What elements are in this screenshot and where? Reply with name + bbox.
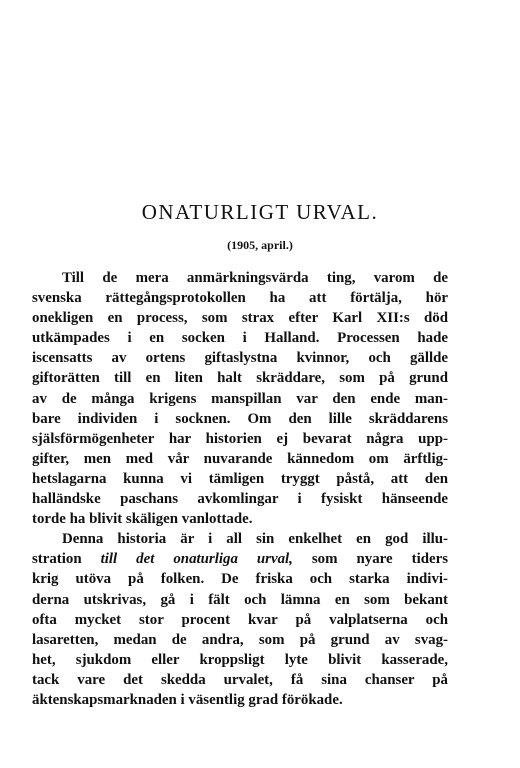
text-fragment: som nyare tiders (292, 551, 448, 568)
text-line: själsförmögenheter har historien ej bevarat några upp- (32, 430, 448, 447)
chapter-title: ONATURLIGT URVAL. (141, 200, 379, 224)
text-line-with-emphasis (32, 549, 448, 569)
text-line: derna utskrivas, gå i fält och lämna en som bekant (32, 591, 448, 608)
text-line: äktenskapsmarknaden i väsentlig grad förökade. (32, 691, 343, 708)
text-line: lasaretten, medan de andra, som på grund av svag- (32, 631, 448, 648)
text-line: het, sjukdom eller kroppsligt lyte blivit kasserade, (32, 651, 448, 668)
text-line: tack vare det skedda urvalet, få sina chanser på (32, 671, 448, 688)
text-line: giftorätten till en liten halt skräddare, som på grund (32, 370, 448, 387)
text-line: bare individen i socknen. Om den lille skräddarens (32, 410, 448, 427)
text-line: Till de mera anmärkningsvärda ting, varom de (62, 270, 448, 286)
emphasized-phrase: till det onaturliga urval, (100, 551, 293, 568)
text-line: av de många krigens manspillan var den ende man- (32, 390, 448, 407)
text-line: torde ha blivit skäligen vanlottade. (32, 511, 253, 528)
text-line: krig utöva på folken. De friska och starka indivi- (32, 571, 448, 588)
text-line: utkämpades i en socken i Halland. Processen hade (32, 330, 448, 347)
text-fragment: stration (32, 551, 101, 568)
chapter-dateline: (1905, april.) (227, 238, 293, 252)
text-line: hetslagarna kunna vi tämligen tryggt påstå, att den (32, 470, 448, 487)
text-line: gifter, men med vår nuvarande kännedom om ärftlig- (32, 450, 448, 467)
text-line: iscensatts av ortens giftaslystna kvinnor, och gällde (32, 350, 448, 367)
body-text (32, 268, 448, 710)
paragraph-1 (32, 268, 448, 529)
text-line: Denna historia är i all sin enkelhet en god illu- (62, 531, 448, 548)
text-line: onekligen en process, som strax efter Karl XII:s död (32, 310, 448, 327)
text-line: svenska rättegångsprotokollen ha att förtälja, hör (32, 290, 448, 307)
text-line: halländske paschans avkomlingar i fysiskt hänseende (32, 491, 448, 508)
paragraph-2 (32, 529, 448, 710)
text-line: ofta mycket stor procent kvar på valplatserna och (32, 611, 448, 628)
